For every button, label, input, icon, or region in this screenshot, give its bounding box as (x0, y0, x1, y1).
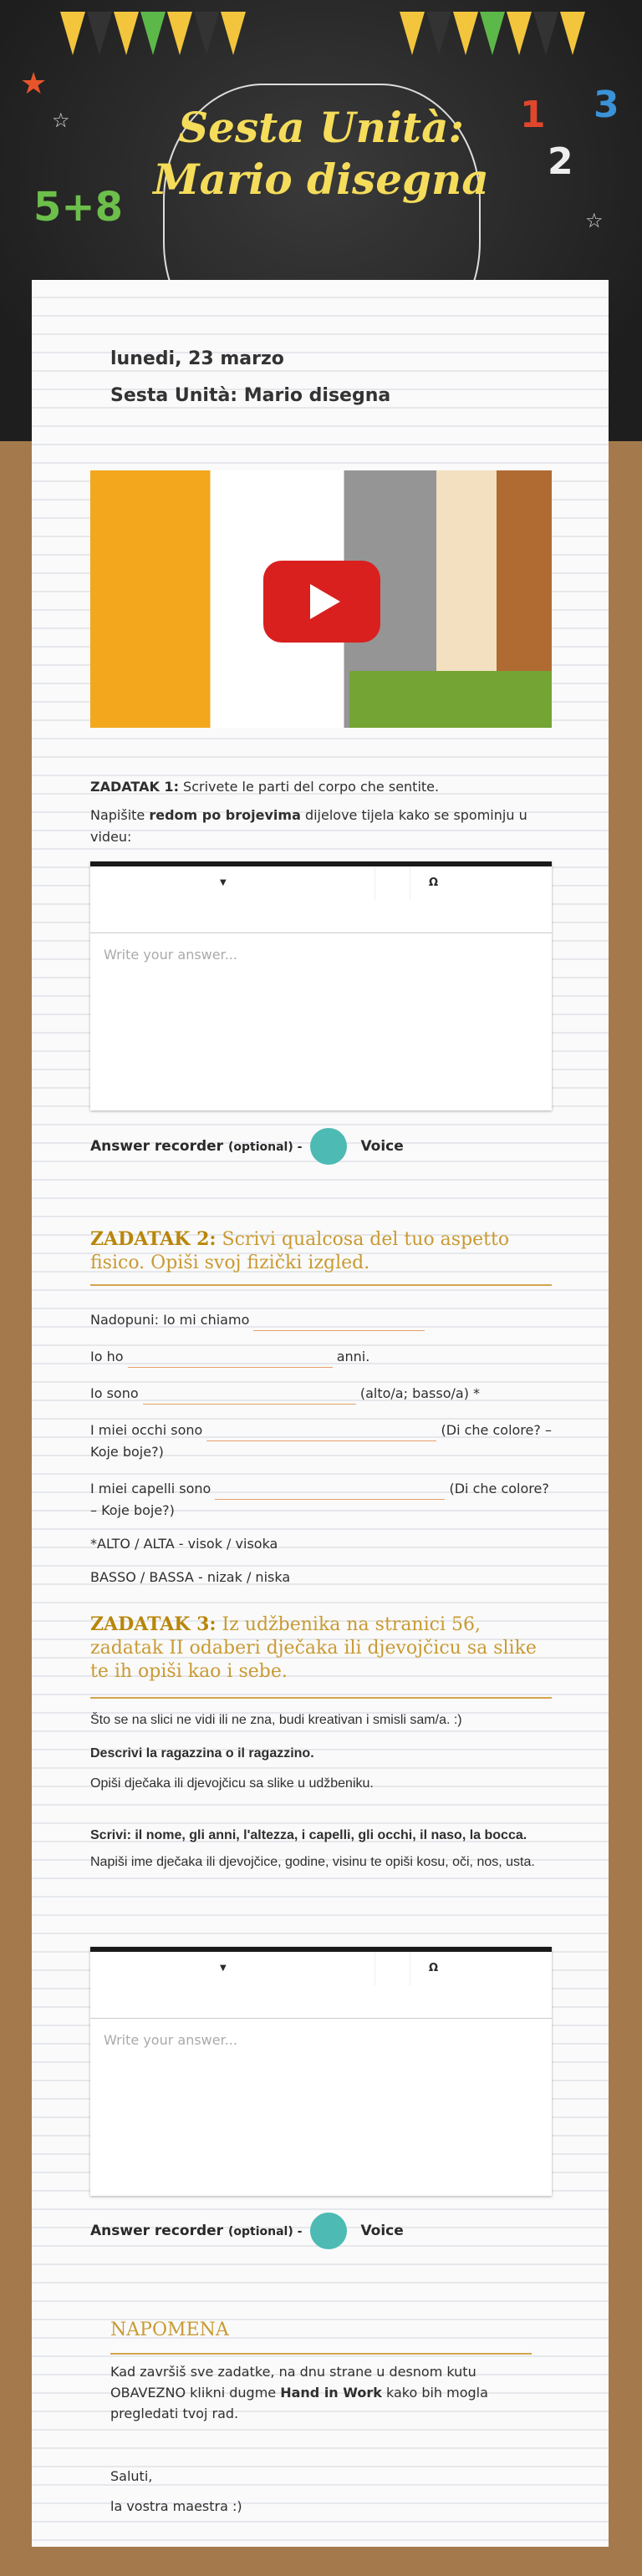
task1-instructions: Napišite redom po brojevima dijelove tijela kako se spominju u videu: (90, 807, 527, 845)
task3-heading: ZADATAK 3: Iz udžbenika na stranici 56, zadatak II odaberi dječaka ili djevojčicu sa slike te ih opiši kao i sebe. (90, 1613, 537, 1682)
voice-label: Voice (360, 2223, 404, 2239)
video-embed[interactable] (90, 470, 552, 728)
name-blank-input[interactable] (253, 1314, 425, 1331)
video-thumbnail-shirt (349, 671, 552, 728)
star-outline-icon: ☆ (585, 209, 604, 232)
lesson-subtitle: Sesta Unità: Mario disegna (110, 385, 391, 406)
youtube-play-icon[interactable] (263, 561, 380, 643)
task2-heading: ZADATAK 2: Scrivi qualcosa del tuo aspetto fisico. Opiši svoj fizički izgled. (90, 1228, 510, 1273)
note-text: Kad završiš sve zadatke, na dnu strane u desnom kutu OBAVEZNO klikni dugme Hand in Work kako bih mogla pregledati tvoj rad. (110, 2364, 488, 2421)
voice-label: Voice (360, 1138, 404, 1155)
greeting: Saluti, (110, 2468, 153, 2484)
answer-recorder: Answer recorder (optional) - Voice (90, 1128, 404, 1165)
dropdown-caret-icon[interactable]: ▼ (220, 878, 227, 887)
editor-toolbar (90, 1952, 552, 2019)
dropdown-caret-icon[interactable]: ▼ (220, 1964, 227, 1973)
number-deco: 1 (520, 94, 546, 136)
task2-form: Nadopuni: Io mi chiamo Io ho anni. Io sono (alto/a; basso/a) * I miei occhi sono (Di che colore? – Koje boje?) I miei capelli sono (Di che colore? – Koje boje?) *ALTO / ALTA - visok / visoka BASSO / BASSA - nizak / niska (90, 1312, 552, 1585)
answer-editor[interactable] (90, 861, 552, 1110)
task3-text: Što se na slici ne vidi ili ne zna, budi kreativan i smisli sam/a. :) Descrivi la ragazzina o il ragazzino. Opiši dječaka ili djevojčicu sa slike u udžbeniku. Scrivi: il nome, gli anni, l'altezza, i capelli, gli occhi, il naso, la bocca. Napiši ime dječaka ili djevojčice, godine, visinu te opiši kosu, oči, nos, usta. (90, 1713, 535, 1869)
number-deco: 5+8 (33, 184, 124, 231)
number-deco: 3 (594, 84, 619, 126)
record-voice-button[interactable] (310, 2213, 347, 2249)
star-icon: ★ (20, 67, 48, 101)
page-title: Sesta Unità: Mario disegna (153, 103, 489, 204)
answer-editor[interactable] (90, 1947, 552, 2196)
date-heading: lunedi, 23 marzo (110, 348, 284, 369)
special-char-button[interactable]: Ω (429, 876, 439, 889)
editor-toolbar (90, 866, 552, 933)
bunting-right (400, 12, 585, 55)
hair-blank-input[interactable] (215, 1483, 445, 1500)
divider (90, 1284, 552, 1286)
record-voice-button[interactable] (310, 1128, 347, 1165)
answer-textarea[interactable]: Write your answer... (104, 947, 237, 963)
special-char-button[interactable]: Ω (429, 1962, 439, 1974)
divider (110, 2353, 532, 2355)
note-heading: NAPOMENA (110, 2319, 229, 2340)
answer-textarea[interactable]: Write your answer... (104, 2032, 237, 2048)
age-blank-input[interactable] (128, 1351, 333, 1368)
content-card (32, 280, 609, 2547)
signature: la vostra maestra :) (110, 2498, 242, 2514)
number-deco: 2 (548, 140, 573, 183)
answer-recorder: Answer recorder (optional) - Voice (90, 2213, 404, 2249)
eyes-blank-input[interactable] (206, 1425, 436, 1441)
divider (90, 1697, 552, 1699)
height-blank-input[interactable] (143, 1388, 356, 1405)
task1-heading: ZADATAK 1: Scrivete le parti del corpo che sentite. (90, 779, 440, 795)
bunting-left (60, 12, 246, 55)
star-outline-icon: ☆ (52, 109, 70, 132)
